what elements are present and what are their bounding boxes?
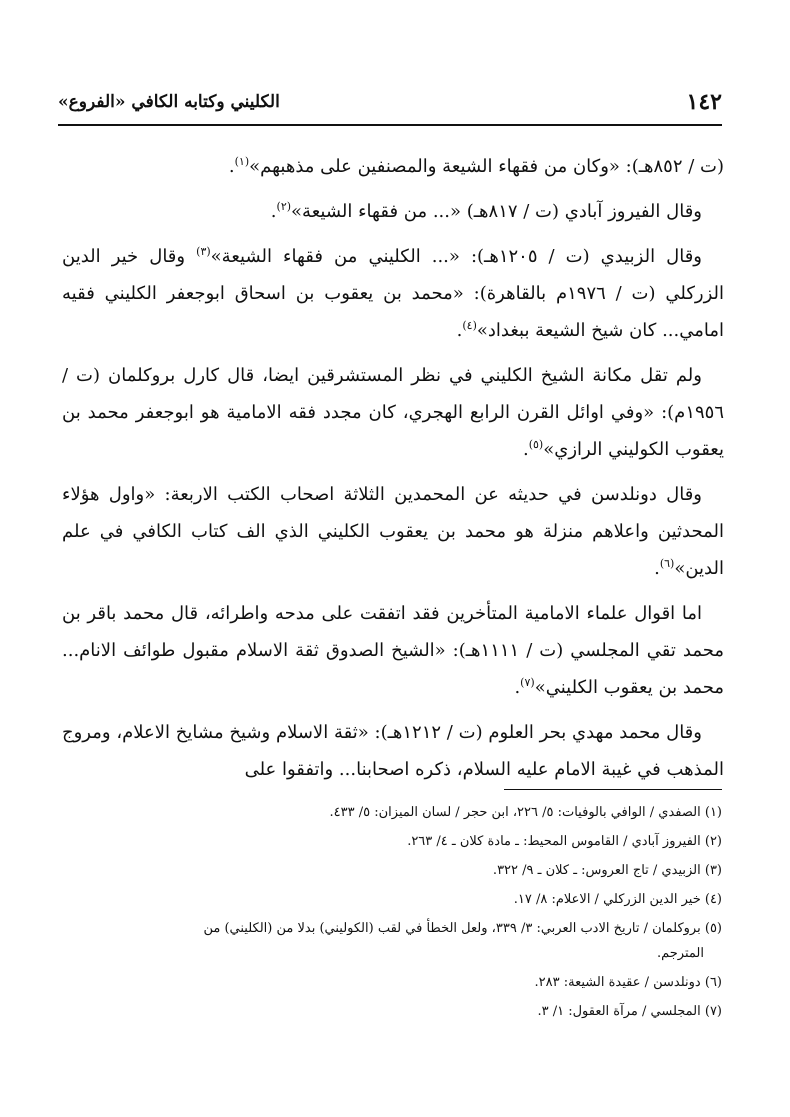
footnotes [70,800,722,1028]
main-text [62,148,724,788]
page-header [58,82,722,122]
paragraph-4: ولم تقل مكانة الشيخ الكليني في نظر المستشرقين ايضا، قال كارل بروكلمان (ت / ١٩٥٦م): «وفي اوائل القرن الرابع الهجري، كان مجدد فقه الامامية هو ابوجعفر محمد بن يعقوب الكوليني الرازي»$^{(٥)}$. [62,365,724,460]
footnote-ref-4: (٤) [462,319,477,332]
footnote-1: (١) الصفدي / الوافي بالوفيات: ٥/ ٢٢٦، ابن حجر / لسان الميزان: ٥/ ٤٣٣. [329,805,722,820]
footnote-4: (٤) خير الدين الزركلي / الاعلام: ٨/ ١٧. [513,892,722,907]
footnote-3: (٣) الزبيدي / تاج العروس: ـ كلان ـ ٩/ ٣٢٢. [492,863,722,878]
footnote-2: (٢) الفيروز آبادي / القاموس المحيط: ـ مادة كلان ـ ٤/ ٢٦٣. [407,834,722,849]
header-rule [58,124,722,126]
footnote-ref-1: (١) [234,155,250,168]
paragraph-2: وقال الفيروز آبادي (ت / ٨١٧هـ) «... من فقهاء الشيعة»$^{(٢)}$. [270,200,702,222]
footnote-ref-6: (٦) [659,557,675,570]
footnote-6: (٦) دونلدسن / عقيدة الشيعة: ٢٨٣. [534,975,722,990]
paragraph-7: وقال محمد مهدي بحر العلوم (ت / ١٢١٢هـ): «ثقة الاسلام وشيخ مشايخ الاعلام، ومروج المذهب في غيبة الامام عليه السلام، ذكره اصحابنا... واتفقوا على [62,722,724,780]
paragraph-5: وقال دونلدسن في حديثه عن المحمدين الثلاثة اصحاب الكتب الاربعة: «واول هؤلاء المحدثين واعلاهم منزلة هو محمد بن يعقوب الكليني الذي الف كتاب الكافي في علم الدين»$^{(٦)}$. [62,484,724,579]
running-title: الكليني وكتابه الكافي «الفروع» [58,92,280,112]
footnote-ref-5: (٥) [528,438,544,451]
footnote-7: (٧) المجلسي / مرآة العقول: ١/ ٣. [537,1004,722,1019]
footnote-5: (٥) بروكلمان / تاريخ الادب العربي: ٣/ ٣٣٩، ولعل الخطأ في لقب (الكوليني) بدلا من (الكليني) من المترجم. [70,916,722,966]
footnote-5-continuation: المترجم. [656,946,704,961]
paragraph-1: (ت / ٨٥٢هـ): «وكان من فقهاء الشيعة والمصنفين على مذهبهم»$^{(١)}$. [228,155,724,177]
footnote-ref-2: (٢) [276,200,292,213]
footnote-ref-7: (٧) [520,676,535,689]
paragraph-3: وقال الزبيدي (ت / ١٢٠٥هـ): «... الكليني من فقهاء الشيعة»$^{(٣)}$ وقال خير الدين الزركلي (ت / ١٩٧٦م بالقاهرة): «محمد بن يعقوب بن اسحاق ابوجعفر الكليني فقيه امامي... كان شيخ الشيعة ببغداد»$^{(٤)}$. [62,245,724,341]
page-number: ١٤٢ [686,89,722,115]
footnote-separator [504,789,722,790]
footnote-ref-3: (٣) [196,245,211,258]
paragraph-6: اما اقوال علماء الامامية المتأخرين فقد اتفقت على مدحه واطرائه، قال محمد باقر بن محمد تقي المجلسي (ت / ١١١١هـ): «الشيخ الصدوق ثقة الاسلام مقبول طوائف الانام... محمد بن يعقوب الكليني»$^{(٧)}$. [62,603,725,698]
